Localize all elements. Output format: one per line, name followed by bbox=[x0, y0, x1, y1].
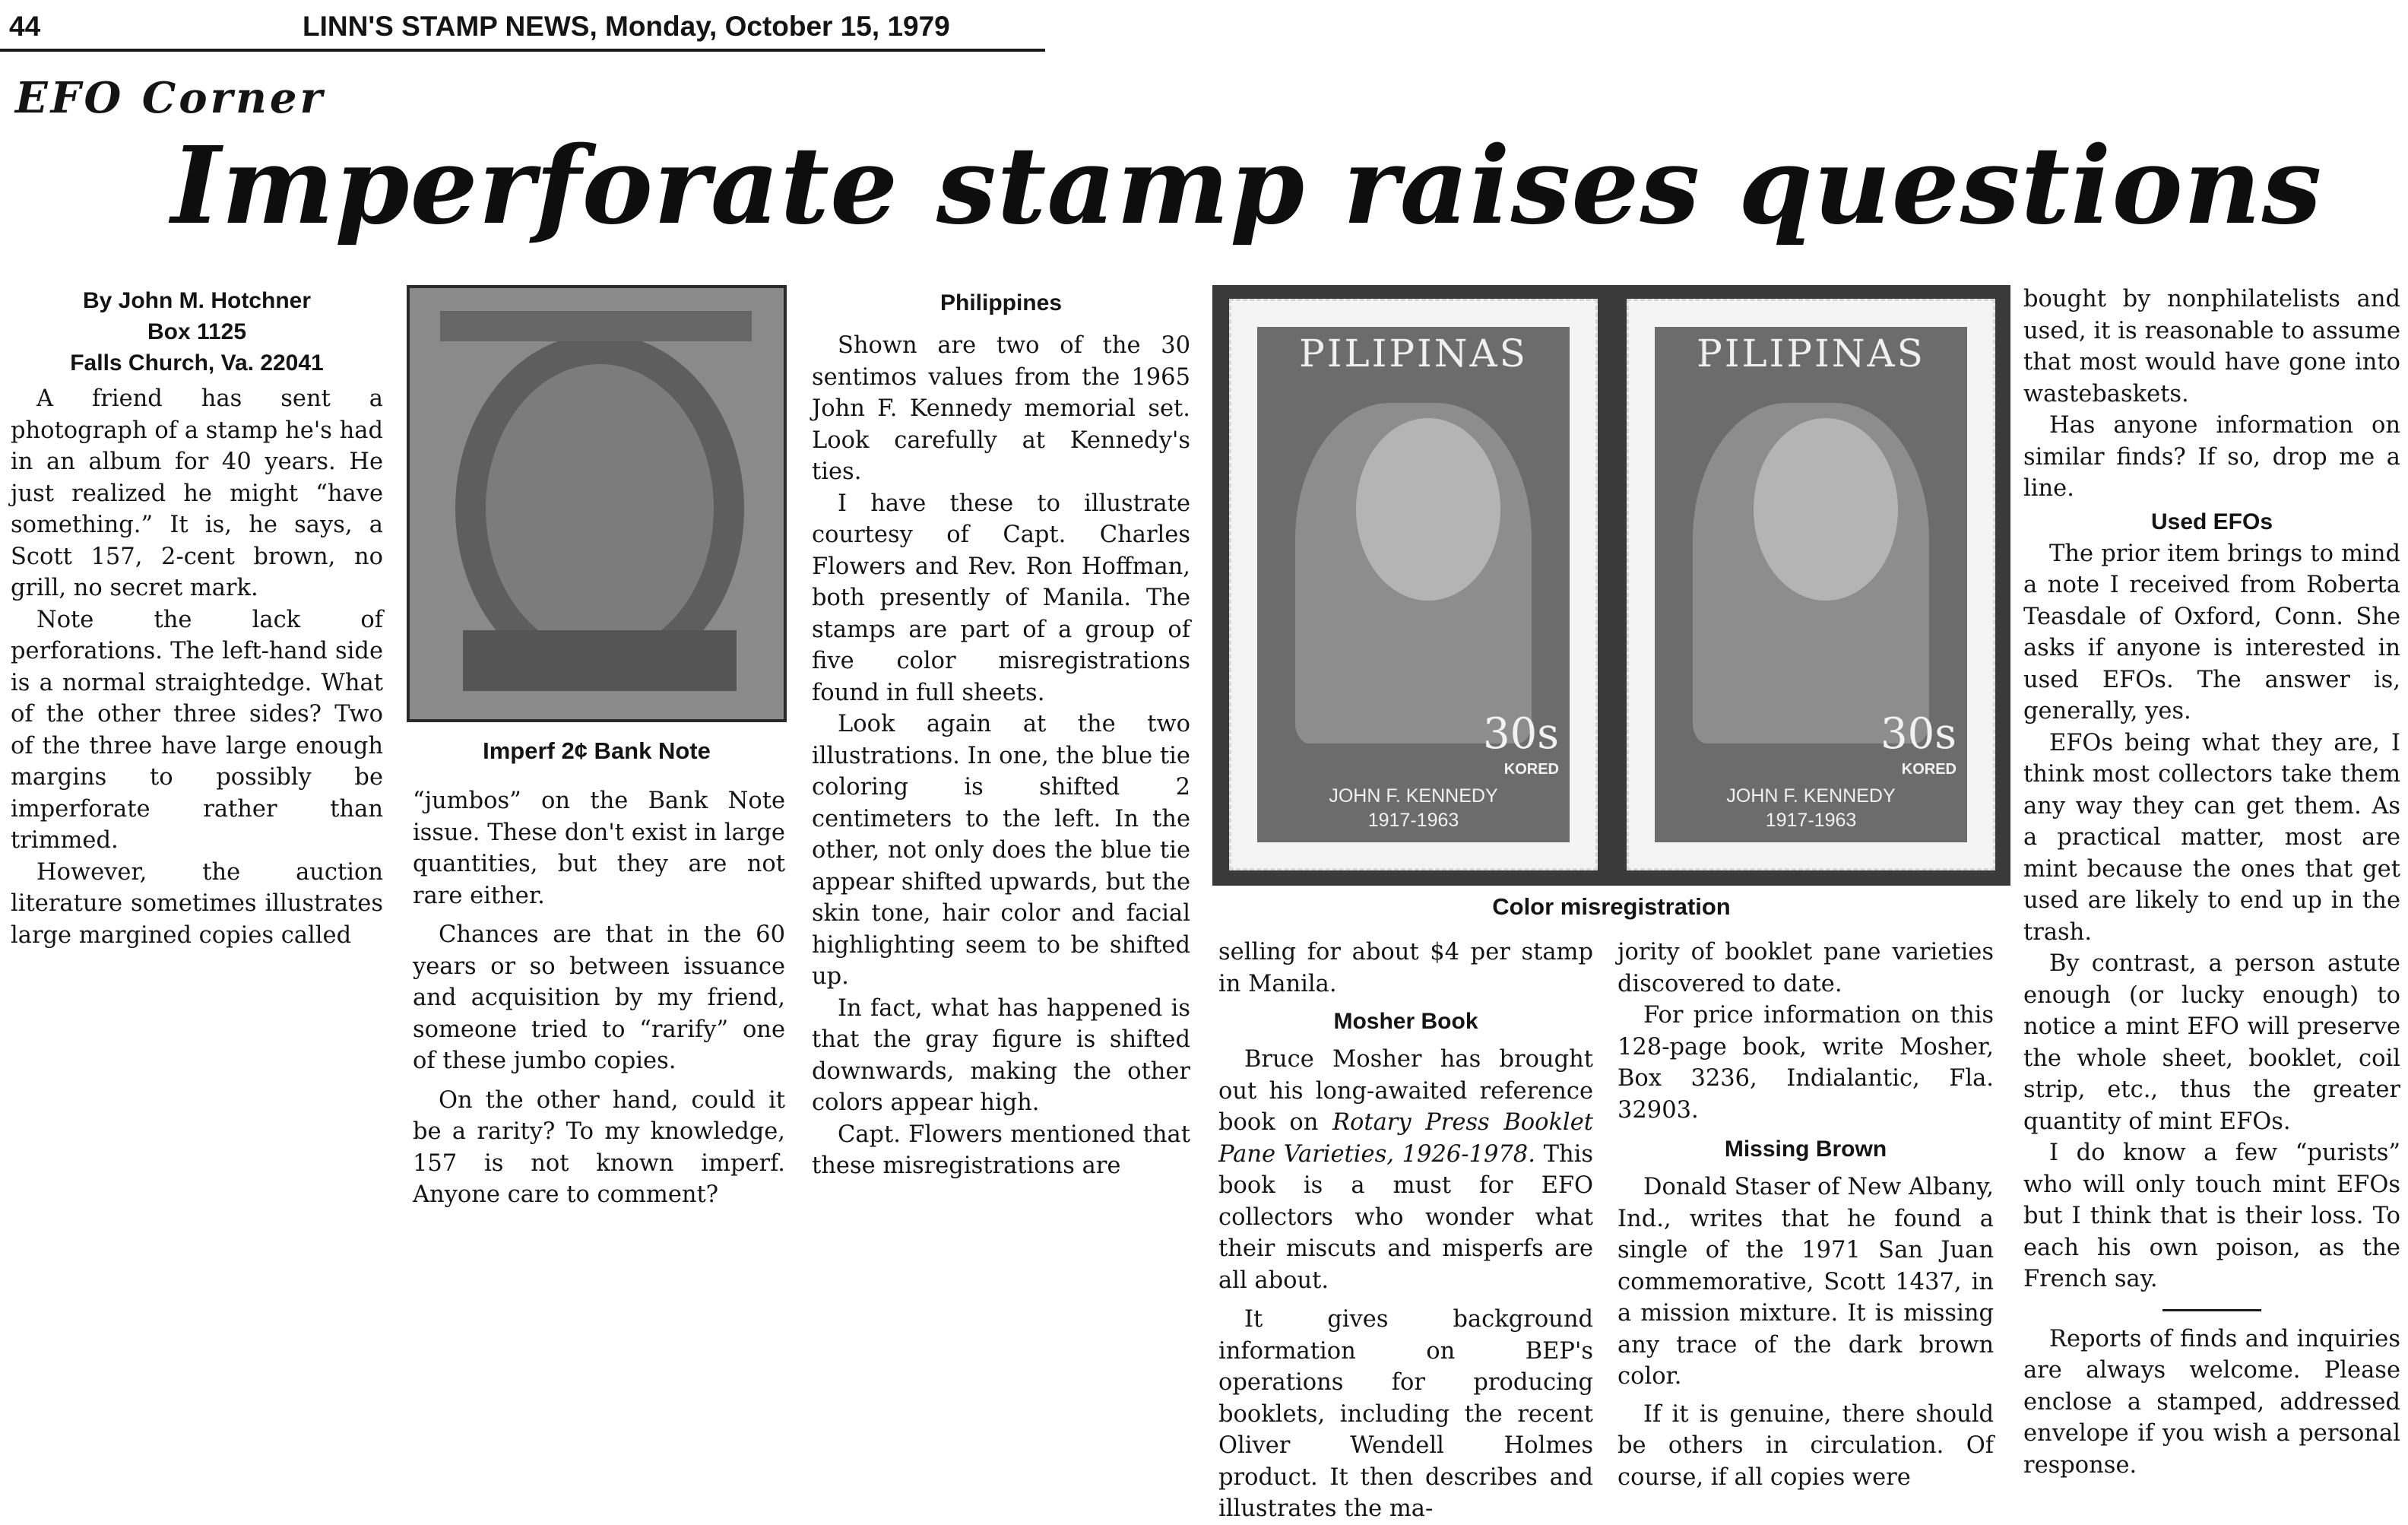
bank-note-caption: Imperf 2¢ Bank Note bbox=[483, 737, 711, 764]
column-3 bbox=[812, 287, 1190, 1182]
paragraph: On the other hand, could it be a rarity? To my knowledge, 157 is not known imperf. Anyone care to comment? bbox=[413, 1086, 785, 1208]
paragraph: selling for about $4 per stamp in Manila. bbox=[1218, 939, 1593, 997]
philippines-heading: Philippines bbox=[939, 290, 1063, 315]
paragraph: Has anyone information on similar finds? If so, drop me a line. bbox=[2023, 412, 2400, 502]
stamp-value: 30s bbox=[1483, 709, 1559, 759]
stamp-issuer: KORED bbox=[1901, 761, 1956, 778]
paragraph: Note the lack of perforations. The left-hand side is a normal straightedge. What of the other three sides? Two of the three have large enough margins to possibly be imperforate rather than trimmed. bbox=[11, 606, 383, 854]
paragraph: I have these to illustrate courtesy of Capt. Charles Flowers and Rev. Ron Hoffman, both presently of Manila. The stamps are part of a group of five color misregistrations found in full sheets. bbox=[812, 490, 1190, 706]
paragraph-text: This book is a must for EFO collectors who wonder what their miscuts and misperfs are all about. bbox=[1218, 1140, 1593, 1294]
paragraph: A friend has sent a photograph of a stamp he's had in an album for 40 years. He just realized he might “have something.” It is, he says, a Scott 157, 2-cent brown, no grill, no secret mark. bbox=[11, 385, 383, 601]
column-6 bbox=[2023, 284, 2400, 1481]
paragraph: Donald Staser of New Albany, Ind., writes that he found a single of the 1971 San Juan commemorative, Scott 1437, in a mission mixture. It is missing any trace of the dark brown color. bbox=[1617, 1174, 1994, 1390]
stamp-years: 1917-1963 bbox=[1765, 810, 1857, 831]
missing-brown-heading: Missing Brown bbox=[1724, 1137, 1887, 1162]
paragraph: I do know a few “purists” who will only touch mint EFOs but I think that is their loss. To each his own poison, as the French say. bbox=[2023, 1140, 2400, 1292]
headline: Imperforate stamp raises questions bbox=[171, 124, 2323, 249]
stamp-issuer: KORED bbox=[1503, 761, 1559, 778]
byline bbox=[11, 285, 383, 379]
column-5 bbox=[1617, 937, 1994, 1493]
bank-note-stamp-photo bbox=[407, 285, 787, 722]
paragraph: It gives background information on BEP's operations for producing booklets, including the recent Oliver Wendell Holmes product. It then describes and illustrates the ma- bbox=[1218, 1306, 1593, 1522]
stamp-country: PILIPINAS bbox=[1299, 331, 1528, 376]
paragraph: However, the auction literature sometimes illustrates large margined copies called bbox=[11, 858, 383, 949]
paragraph: jority of booklet pane varieties discovered to date. bbox=[1617, 939, 1994, 997]
portrait-face bbox=[1356, 418, 1500, 601]
paragraph: Reports of finds and inquiries are always welcome. Please enclose a stamped, addressed envelope if you wish a personal response. bbox=[2023, 1325, 2400, 1479]
paragraph: By contrast, a person astute enough (or lucky enough) to notice a mint EFO will preserve the whole sheet, booklet, coil strip, etc., thus the greater quantity of mint EFOs. bbox=[2023, 950, 2400, 1135]
paragraph: In fact, what has happened is that the gray figure is shifted downwards, making the other colors appear high. bbox=[812, 994, 1190, 1116]
paragraph: For price information on this 128-page book, write Mosher, Box 3236, Indialantic, Fla. 32903. bbox=[1617, 1002, 1994, 1124]
paragraph-text: Bruce Mosher has brought out his long-awaited reference book on bbox=[1218, 1046, 1593, 1136]
column-2 bbox=[413, 785, 785, 1211]
paragraph: EFOs being what they are, I think most collectors take them any way they can get them. As a practical matter, most are mint because the ones that get used are likely to end up in the trash. bbox=[2023, 729, 2400, 946]
stamp-illustration bbox=[410, 288, 784, 719]
closing-divider bbox=[2162, 1309, 2261, 1311]
paragraph: If it is genuine, there should be others in circulation. Of course, if all copies were bbox=[1617, 1400, 1994, 1491]
stamp-figure-caption: Color misregistration bbox=[1492, 893, 1731, 920]
stamp-country: PILIPINAS bbox=[1697, 331, 1925, 376]
byline-box: Box 1125 bbox=[147, 319, 247, 344]
paragraph: “jumbos” on the Bank Note issue. These don't exist in large quantities, but they are not rare either. bbox=[413, 788, 785, 909]
portrait-face bbox=[1754, 418, 1898, 601]
page-number: 44 bbox=[9, 11, 41, 42]
paragraph bbox=[1218, 1044, 1593, 1296]
paragraph: Capt. Flowers mentioned that these misregistrations are bbox=[812, 1121, 1190, 1179]
paragraph: bought by nonphilatelists and used, it is reasonable to assume that most would have gone into wastebaskets. bbox=[2023, 286, 2400, 407]
stamp-years: 1917-1963 bbox=[1367, 810, 1459, 831]
paragraph: Look again at the two illustrations. In one, the blue tie coloring is shifted 2 centimeters to the left. In the other, not only does the blue tie appear shifted upwards, but the skin tone, hair color and facial highlighting seem to be shifted up. bbox=[812, 711, 1190, 990]
column-1 bbox=[11, 285, 383, 951]
publication-dateline: LINN'S STAMP NEWS, Monday, October 15, 1979 bbox=[303, 11, 950, 42]
mosher-book-heading: Mosher Book bbox=[1333, 1009, 1478, 1034]
byline-city: Falls Church, Va. 22041 bbox=[70, 350, 324, 376]
masthead-rule bbox=[0, 49, 1045, 52]
masthead bbox=[0, 11, 1045, 50]
column-name: EFO Corner bbox=[15, 73, 325, 123]
stamp-design bbox=[1655, 327, 1967, 842]
stamp-name: JOHN F. KENNEDY bbox=[1726, 785, 1896, 807]
stamp-figure bbox=[1212, 285, 2010, 886]
paragraph: Shown are two of the 30 sentimos values from the 1965 John F. Kennedy memorial set. Look carefully at Kennedy's ties. bbox=[812, 332, 1190, 485]
paragraph: The prior item brings to mind a note I received from Roberta Teasdale of Oxford, Conn. She asks if anyone is interested in used EFOs. The answer is, generally, yes. bbox=[2023, 540, 2400, 724]
stamp-left bbox=[1229, 299, 1598, 870]
stamp-design bbox=[1257, 327, 1570, 842]
stamp-value: 30s bbox=[1880, 709, 1956, 759]
stamp-right bbox=[1627, 299, 1995, 870]
paragraph: Chances are that in the 60 years or so between issuance and acquisition by my friend, someone tried to “rarify” one of these jumbo copies. bbox=[413, 921, 785, 1074]
stamp-name: JOHN F. KENNEDY bbox=[1329, 785, 1498, 807]
byline-author: By John M. Hotchner bbox=[82, 288, 311, 313]
book-title: Rotary Press Booklet Pane Varieties, 1926-1978. bbox=[1218, 1109, 1593, 1168]
used-efos-heading: Used EFOs bbox=[2150, 509, 2273, 534]
column-4 bbox=[1218, 937, 1593, 1525]
